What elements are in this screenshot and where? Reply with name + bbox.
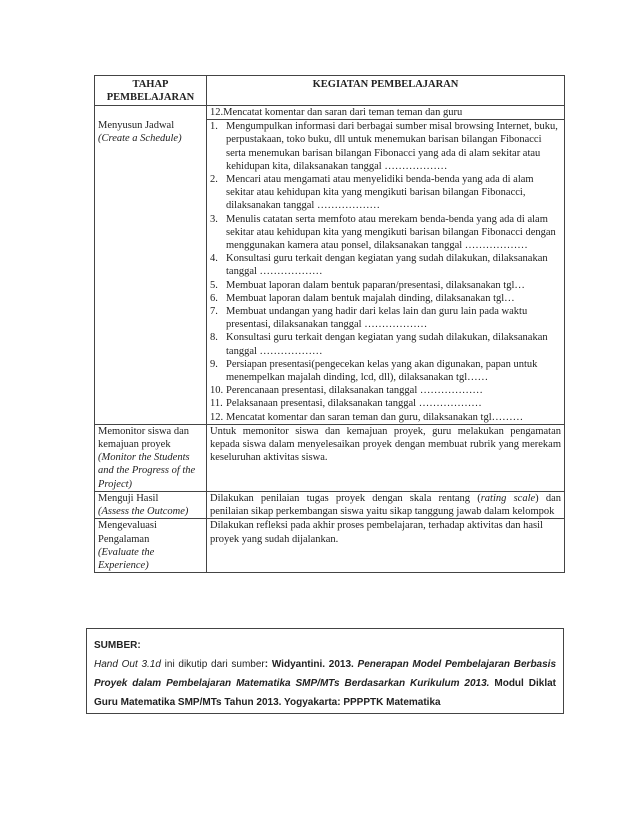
- stage-label: Memonitor siswa dan kemajuan proyek: [98, 425, 189, 451]
- step-text: Konsultasi guru terkait dengan kegiatan yang sudah dilakukan, dilaksanakan tanggal ………………: [226, 253, 548, 278]
- step-number: 10.: [210, 385, 224, 397]
- schedule-steps: [210, 120, 561, 424]
- activity-text: ) dan penilaian sikap perkembangan siswa yaitu sikap tanggung jawab dalam kelompok: [210, 492, 561, 518]
- source-box: [86, 628, 564, 714]
- step-number: 5.: [210, 279, 218, 291]
- source-handout: Hand Out 3.1d: [94, 659, 161, 670]
- stage-label-en: (Create a Schedule): [98, 133, 182, 145]
- step-text: Mencatat komentar dan saran teman dan guru, dilaksanakan tgl………: [226, 411, 524, 423]
- schedule-step: [210, 292, 561, 305]
- stage-label: Menguji Hasil: [98, 492, 159, 504]
- source-title: Penerapan Model Pembelajaran Berbasis Proyek dalam Pembelajaran Matematika SMP/MTs Berdasarkan Kurikulum 2013.: [94, 659, 557, 689]
- source-citation: [94, 655, 556, 712]
- stage-cell-assess: [95, 491, 207, 518]
- stage-label-en: (Assess the Outcome): [98, 506, 189, 518]
- activity-cell-evaluate: Dilakukan refleksi pada akhir proses pembelajaran, terhadap aktivitas dan hasil proyek yang sudah dijalankan.: [207, 519, 565, 573]
- step-number: 12.: [210, 411, 224, 423]
- stage-label-en: (Evaluate the Experience): [98, 546, 155, 571]
- stage-cell-schedule: [95, 106, 207, 425]
- step-text: Membuat laporan dalam bentuk paparan/presentasi, dilaksanakan tgl…: [226, 279, 525, 291]
- stage-label: Mengevaluasi Pengalaman: [98, 520, 157, 545]
- source-text: ini dikutip dari sumber: [160, 659, 265, 670]
- step-number: 1.: [210, 121, 218, 133]
- step-number: 6.: [210, 292, 218, 304]
- step-text: Perencanaan presentasi, dilaksanakan tanggal ………………: [226, 385, 483, 397]
- step-text: Mengumpulkan informasi dari berbagai sumber misal browsing Internet, buku, perpustakaan, toko buku, dll untuk menemukan barisan bilangan Fibonacci serta menemukan barisan bilangan Fibonacci yang ada di alam sekitar atau kehidupan kita, dilaksanakan tanggal ………………: [226, 121, 558, 172]
- step-text: Membuat laporan dalam bentuk majalah dinding, dilaksanakan tgl…: [226, 292, 515, 304]
- schedule-step: [210, 173, 561, 213]
- learning-stages-table: [94, 75, 565, 573]
- step-text: Persiapan presentasi(pengecekan kelas yang akan digunakan, papan untuk menempelkan majalah dinding, lcd, dll), dilaksanakan tgl……: [226, 358, 538, 384]
- activity-cell-monitor: Untuk memonitor siswa dan kemajuan proyek, guru melakukan pengamatan kepada siswa dalam menyelesaikan proyek dengan membuat rubrik yang merekam keseluruhan aktivitas siswa.: [207, 424, 565, 491]
- step-number: 11.: [210, 398, 223, 410]
- schedule-step: [210, 384, 561, 397]
- activity-cell-assess: [207, 491, 565, 518]
- schedule-step: [210, 411, 561, 424]
- continuation-line: 12.Mencatat komentar dan saran dari teman teman dan guru: [207, 106, 564, 120]
- stage-label: Menyusun Jadwal: [98, 120, 175, 131]
- step-number: 7.: [210, 306, 218, 318]
- step-text: Membuat undangan yang hadir dari kelas lain dan guru lain pada waktu presentasi, dilaksanakan tanggal ………………: [226, 306, 528, 331]
- schedule-step: [210, 252, 561, 278]
- step-number: 8.: [210, 332, 218, 344]
- schedule-step: [210, 305, 561, 331]
- step-text: Pelaksanaan presentasi, dilaksanakan tanggal ………………: [226, 398, 482, 410]
- step-text: Konsultasi guru terkait dengan kegiatan yang sudah dilakukan, dilaksanakan tanggal ………………: [226, 332, 548, 357]
- schedule-step: [210, 279, 561, 292]
- activity-cell-schedule: [207, 106, 565, 425]
- step-number: 4.: [210, 253, 218, 265]
- step-text: Menulis catatan serta memfoto atau merekam benda-benda yang ada di alam sekitar atau kehidupan kita yang mengikuti barisan bilangan Fibonacci dengan menggunakan kamera atau ponsel, dilaksanakan tanggal ………………: [226, 213, 556, 252]
- step-number: 2.: [210, 174, 218, 186]
- schedule-step: [210, 120, 561, 173]
- activity-text: Dilakukan penilaian tugas proyek dengan skala rentang (: [210, 492, 481, 504]
- step-number: 9.: [210, 358, 218, 370]
- source-author: Widyantini. 2013.: [271, 659, 358, 670]
- header-activity: KEGIATAN PEMBELAJARAN: [207, 76, 565, 106]
- step-number: 3.: [210, 213, 218, 225]
- source-module: Modul Diklat Guru Matematika SMP/MTs Tahun 2013. Yogyakarta: PPPPTK Matematika: [94, 678, 556, 708]
- step-text: Mencari atau mengamati atau menyelidiki benda-benda yang ada di alam sekitar atau kehidupan kita yang mengikuti barisan bilangan Fibonacci, dilaksanakan tanggal ………………: [226, 174, 534, 212]
- source-label: SUMBER:: [94, 640, 141, 651]
- activity-em: rating scale: [480, 492, 536, 504]
- header-stage: TAHAP PEMBELAJARAN: [95, 76, 207, 106]
- schedule-step: [210, 397, 561, 410]
- schedule-step: [210, 331, 561, 357]
- stage-label-en: (Monitor the Students and the Progress of the Project): [98, 452, 196, 490]
- stage-cell-monitor: [95, 424, 207, 491]
- source-colon: :: [264, 659, 272, 670]
- schedule-step: [210, 358, 561, 384]
- stage-cell-evaluate: [95, 519, 207, 573]
- schedule-step: [210, 213, 561, 253]
